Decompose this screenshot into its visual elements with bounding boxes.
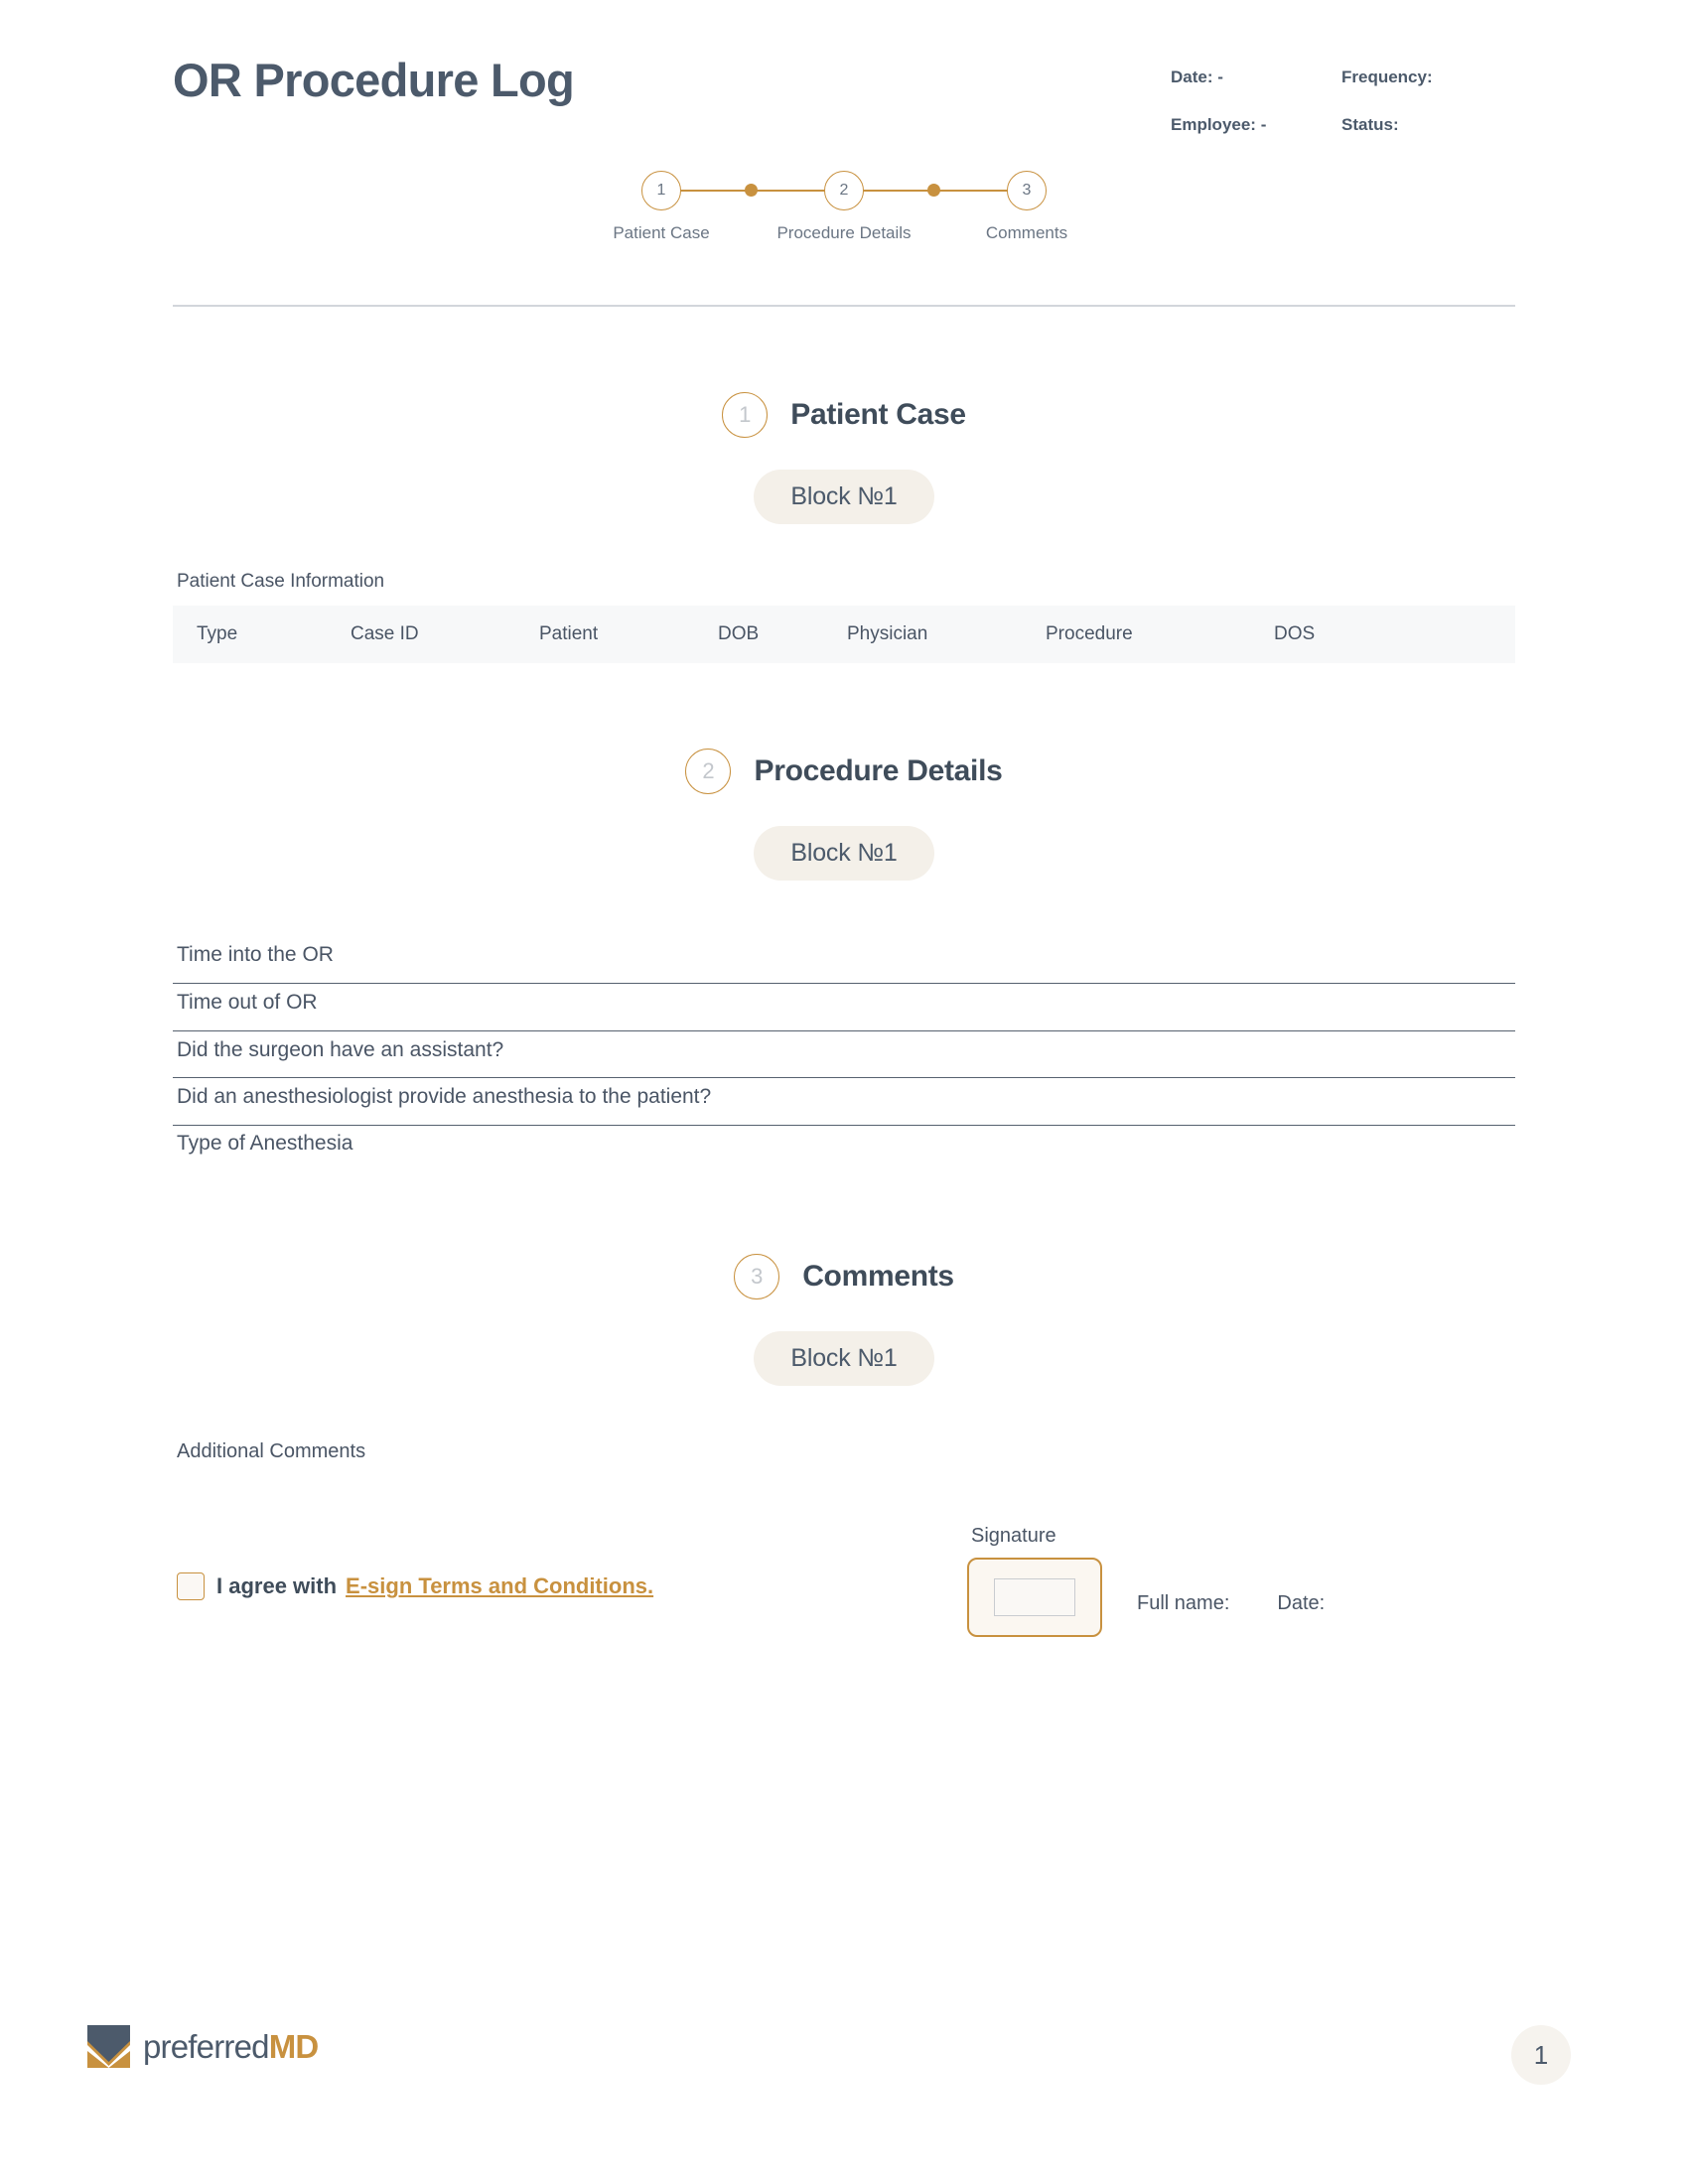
stepper-step-number: 1	[641, 171, 681, 210]
section-number: 3	[734, 1254, 779, 1299]
table-column-patient: Patient	[539, 623, 599, 644]
signature-pad[interactable]	[967, 1558, 1102, 1637]
procedure-details-questions	[173, 936, 1515, 1168]
agreement-section	[173, 1525, 1515, 1644]
section-title: Patient Case	[790, 398, 966, 431]
page-content	[173, 0, 1515, 1644]
stepper-step-label: Comments	[985, 223, 1068, 242]
block-pill: Block №1	[754, 470, 933, 524]
signature-column	[967, 1525, 1102, 1637]
stepper-step-procedure-details[interactable]	[753, 171, 935, 243]
stepper-connector-dot	[927, 184, 940, 197]
section-title: Comments	[802, 1260, 954, 1294]
question-row[interactable]: Time out of OR	[173, 984, 1515, 1031]
full-name-field-label: Full name:	[1137, 1592, 1230, 1615]
stepper	[173, 171, 1515, 275]
stepper-step-number: 3	[1007, 171, 1047, 210]
stepper-step-number: 2	[824, 171, 864, 210]
stepper-connector-dot	[745, 184, 758, 197]
signature-label: Signature	[971, 1525, 1056, 1548]
table-column-physician: Physician	[847, 623, 928, 644]
meta-status: Status:	[1341, 115, 1399, 134]
table-caption: Patient Case Information	[177, 571, 385, 592]
document-meta	[1171, 68, 1513, 163]
additional-comments-label: Additional Comments	[177, 1440, 366, 1463]
question-row[interactable]	[173, 1078, 1515, 1126]
stepper-step-patient-case[interactable]	[570, 171, 753, 243]
block-pill-container	[173, 826, 1515, 881]
document-header	[173, 0, 1515, 169]
table-column-procedure: Procedure	[1046, 623, 1133, 644]
signature-area	[967, 1525, 1325, 1637]
stepper-step-comments[interactable]	[935, 171, 1118, 243]
question-text: Did an anesthesiologist provide anesthesia to the patient?	[177, 1085, 712, 1109]
signature-fields	[1137, 1592, 1325, 1615]
signature-date-field-label: Date:	[1277, 1592, 1326, 1615]
block-pill: Block №1	[754, 826, 933, 881]
table-column-dob: DOB	[718, 623, 760, 644]
question-row[interactable]: Did the surgeon have an assistant?	[173, 1031, 1515, 1079]
block-pill-container	[173, 470, 1515, 524]
preferredmd-logo	[87, 2025, 318, 2068]
meta-frequency: Frequency:	[1341, 68, 1433, 86]
logo-text-preferred: preferred	[143, 2028, 269, 2065]
question-row[interactable]: Type of Anesthesia	[177, 1132, 353, 1156]
agreement-row	[177, 1572, 653, 1600]
meta-row	[1171, 115, 1513, 135]
checkbox-icon[interactable]	[177, 1572, 205, 1600]
stepper-step-label: Patient Case	[613, 223, 710, 242]
block-pill-container	[173, 1331, 1515, 1386]
esign-terms-link[interactable]: E-sign Terms and Conditions.	[346, 1573, 654, 1599]
logo-text-md: MD	[268, 2028, 319, 2065]
meta-employee: Employee: -	[1171, 115, 1267, 134]
section-heading-patient-case	[173, 392, 1515, 438]
page-title: OR Procedure Log	[173, 54, 575, 106]
section-heading-comments	[173, 1254, 1515, 1299]
patient-case-table-header	[173, 606, 1515, 663]
logo-wordmark	[143, 2030, 318, 2063]
section-number: 2	[685, 749, 731, 794]
meta-row	[1171, 68, 1513, 87]
stepper-step-label: Procedure Details	[776, 223, 912, 242]
table-column-type: Type	[197, 623, 238, 644]
section-number: 1	[722, 392, 768, 438]
block-pill: Block №1	[754, 1331, 933, 1386]
agreement-text: I agree with	[216, 1573, 338, 1599]
section-title: Procedure Details	[754, 754, 1003, 787]
page-number-badge: 1	[1511, 2025, 1571, 2085]
header-divider	[173, 305, 1515, 307]
table-column-case-id: Case ID	[351, 623, 419, 644]
question-row[interactable]: Time into the OR	[173, 936, 1515, 984]
preferredmd-logo-icon	[87, 2025, 130, 2068]
table-column-dos: DOS	[1274, 623, 1316, 644]
section-heading-procedure-details	[173, 749, 1515, 794]
meta-date: Date: -	[1171, 68, 1223, 86]
signature-inner-box	[994, 1578, 1075, 1616]
